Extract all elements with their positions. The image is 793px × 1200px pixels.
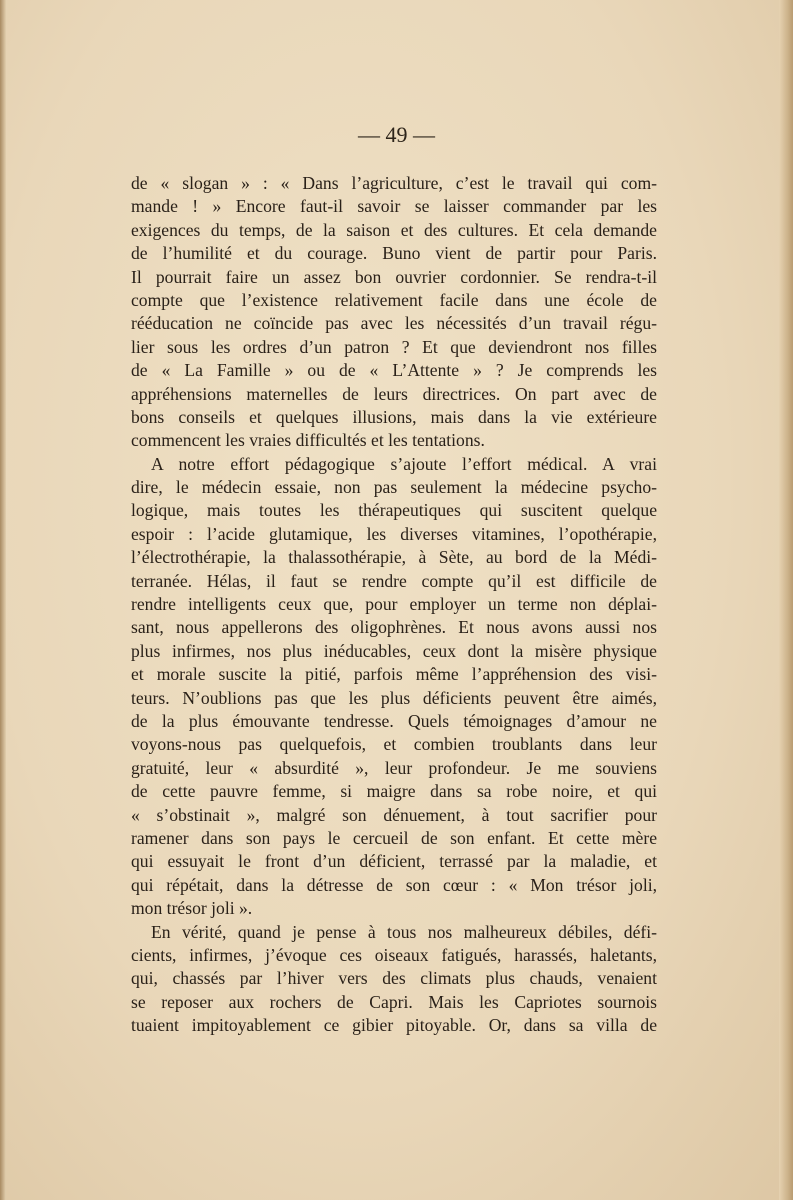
text-line: gratuité, leur « absurdité », leur profondeur. Je me souviens <box>131 757 657 778</box>
text-line: dire, le médecin essaie, non pas seulement la médecine psycho- <box>131 477 657 498</box>
page-right-edge <box>779 0 793 1200</box>
text-line: exigences du temps, de la saison et des cultures. Et cela demande <box>131 219 657 240</box>
text-line: logique, mais toutes les thérapeutiques qui suscitent quelque <box>131 500 657 521</box>
text-line: bons conseils et quelques illusions, mais dans la vie extérieure <box>131 406 657 427</box>
text-line: de « slogan » : « Dans l’agriculture, c’est le travail qui com- <box>131 173 657 193</box>
body-text <box>131 172 657 1037</box>
text-line: teurs. N’oublions pas que les plus déficients peuvent être aimés, <box>131 687 657 708</box>
page-number: — 49 — <box>358 122 435 147</box>
text-line: espoir : l’acide glutamique, les diverses vitamines, l’opothérapie, <box>131 523 657 544</box>
text-line: et morale suscite la pitié, parfois même l’appréhension des visi- <box>131 664 657 685</box>
text-line: compte que l’existence relativement facile dans une école de <box>131 289 657 310</box>
text-line: qui essuyait le front d’un déficient, terrassé par la maladie, et <box>131 851 657 872</box>
text-line: rendre intelligents ceux que, pour employer un terme non déplai- <box>131 594 657 615</box>
text-line: qui répétait, dans la détresse de son cœur : « Mon trésor joli, <box>131 874 657 895</box>
text-line: l’électrothérapie, la thalassothérapie, à Sète, au bord de la Médi- <box>131 547 657 568</box>
text-line: de l’humilité et du courage. Buno vient de partir pour Paris. <box>131 243 657 264</box>
text-line: appréhensions maternelles de leurs directrices. On part avec de <box>131 383 657 404</box>
text-line: se reposer aux rochers de Capri. Mais les Capriotes sournois <box>131 991 657 1012</box>
text-line: Il pourrait faire un assez bon ouvrier cordonnier. Se rendra-t-il <box>131 266 657 287</box>
text-line: voyons-nous pas quelquefois, et combien troublants dans leur <box>131 734 657 755</box>
text-line: cients, infirmes, j’évoque ces oiseaux fatigués, harassés, haletants, <box>131 944 657 965</box>
text-line: « s’obstinait », malgré son dénuement, à tout sacrifier pour <box>131 804 657 825</box>
text-line: sant, nous appellerons des oligophrènes. Et nous avons aussi nos <box>131 617 657 638</box>
text-line: tuaient impitoyablement ce gibier pitoyable. Or, dans sa villa de <box>131 1015 657 1036</box>
text-line: En vérité, quand je pense à tous nos malheureux débiles, défi- <box>151 921 657 942</box>
text-line: lier sous les ordres d’un patron ? Et que deviendront nos filles <box>131 336 657 357</box>
text-line: ramener dans son pays le cercueil de son enfant. Et cette mère <box>131 827 657 848</box>
text-line: de la plus émouvante tendresse. Quels témoignages d’amour ne <box>131 710 657 731</box>
text-line: commencent les vraies difficultés et les tentations. <box>131 430 485 451</box>
text-line: plus infirmes, nos plus inéducables, ceux dont la misère physique <box>131 640 657 661</box>
text-line: de « La Famille » ou de « L’Attente » ? Je comprends les <box>131 360 657 381</box>
text-line: mande ! » Encore faut-il savoir se laisser commander par les <box>131 196 657 217</box>
text-line: rééducation ne coïncide pas avec les nécessités d’un travail régu- <box>131 313 657 334</box>
text-line: qui, chassés par l’hiver vers des climats plus chauds, venaient <box>131 968 657 989</box>
text-line: mon trésor joli ». <box>131 898 253 919</box>
text-line: de cette pauvre femme, si maigre dans sa robe noire, et qui <box>131 781 657 802</box>
page-left-edge <box>0 0 6 1200</box>
text-line: terranée. Hélas, il faut se rendre compte qu’il est difficile de <box>131 570 657 591</box>
text-line: A notre effort pédagogique s’ajoute l’effort médical. A vrai <box>151 453 657 474</box>
